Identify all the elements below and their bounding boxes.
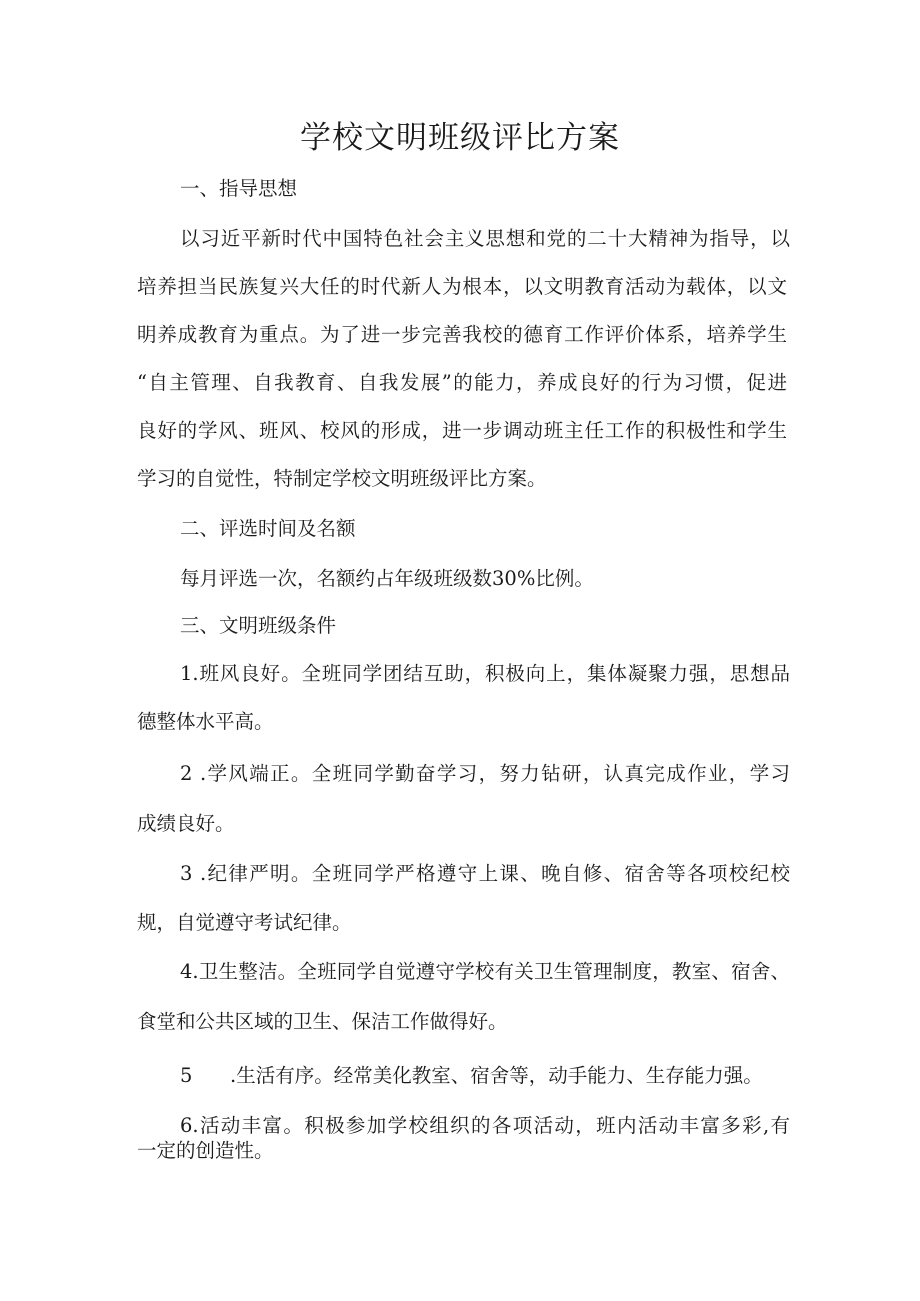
section-heading-conditions: 三、文明班级条件 (180, 614, 337, 637)
list-item-line: 成绩良好。 (137, 812, 235, 835)
list-item-line: 食堂和公共区域的卫生、保洁工作做得好。 (137, 1010, 508, 1033)
paragraph-line: 培养担当民族复兴大任的时代新人为根本，以文明教育活动为载体，以文 (137, 275, 787, 298)
list-item-line: 6.活动丰富。积极参加学校组织的各项活动，班内活动丰富多彩,有 (180, 1114, 790, 1137)
paragraph-line: “自主管理、自我教育、自我发展”的能力，养成良好的行为习惯，促进 (137, 371, 787, 394)
list-item-line: 一定的创造性。 (137, 1139, 274, 1162)
paragraph-line: 每月评选一次，名额约占年级班级数30%比例。 (180, 567, 594, 590)
list-item-line: 1.班风良好。全班同学团结互助，积极向上，集体凝聚力强，思想品 (180, 662, 790, 685)
list-item-number: 5 (180, 1064, 193, 1087)
paragraph-line: 学习的自觉性，特制定学校文明班级评比方案。 (137, 467, 547, 490)
list-item-line: 4.卫生整洁。全班同学自觉遵守学校有关卫生管理制度，教室、宿舍、 (180, 960, 790, 983)
list-item-line: 德整体水平高。 (137, 710, 274, 733)
paragraph-line: 以习近平新时代中国特色社会主义思想和党的二十大精神为指导，以 (180, 227, 790, 250)
list-item-line: 规，自觉遵守考试纪律。 (137, 911, 352, 934)
list-item-line: 2 .学风端正。全班同学勤奋学习，努力钻研，认真完成作业，学习 (180, 762, 790, 785)
document-title: 学校文明班级评比方案 (300, 120, 620, 156)
list-item-line: .生活有序。经常美化教室、宿舍等，动手能力、生存能力强。 (230, 1064, 763, 1087)
section-heading-time-quota: 二、评选时间及名额 (180, 517, 356, 540)
list-item-line: 3 .纪律严明。全班同学严格遵守上课、晚自修、宿舍等各项校纪校 (180, 862, 790, 885)
section-heading-guiding-ideology: 一、指导思想 (180, 177, 298, 200)
paragraph-line: 良好的学风、班风、校风的形成，进一步调动班主任工作的积极性和学生 (137, 419, 787, 442)
paragraph-line: 明养成教育为重点。为了进一步完善我校的德育工作评价体系，培养学生 (137, 323, 787, 346)
